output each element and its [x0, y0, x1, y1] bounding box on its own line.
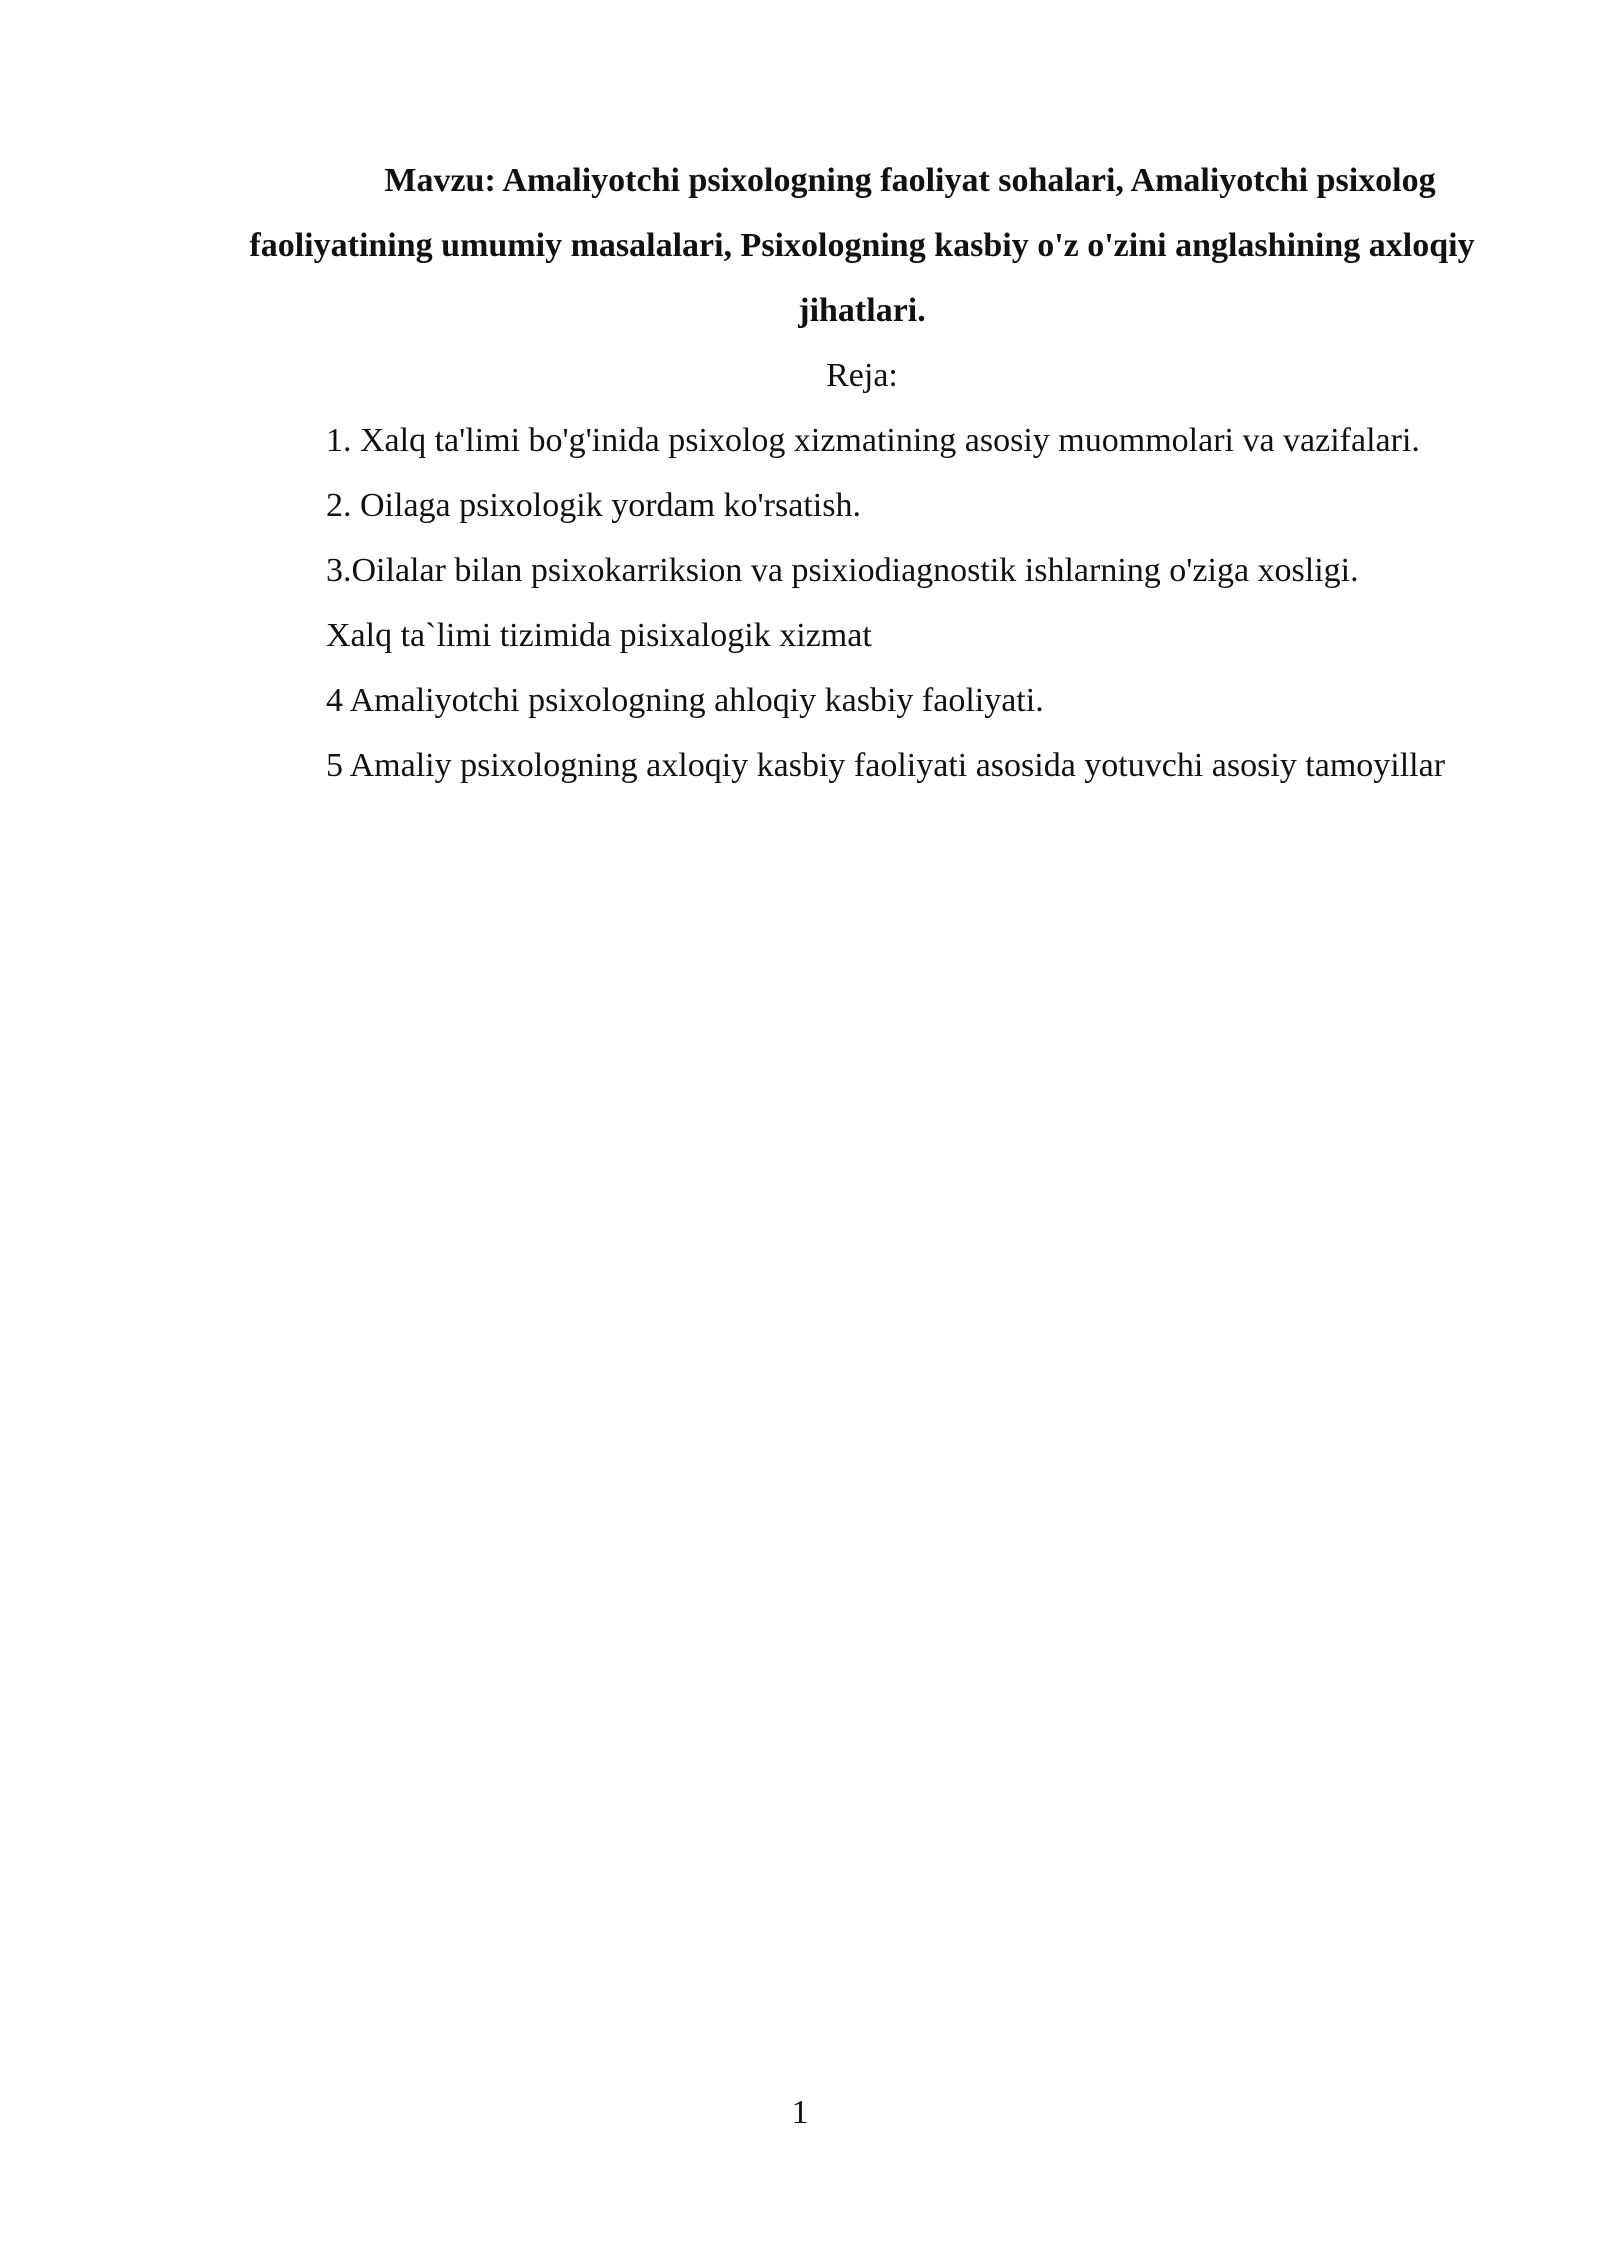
plan-item-5: 5 Amaliy psixologning axloqiy kasbiy faoliyati asosida yotuvchi asosiy tamoyillar [326, 747, 1446, 784]
document-title: Mavzu: Amaliyotchi psixologning faoliyat sohalari, Amaliyotchi psixolog faoliyatining umumiy masalalari, Psixologning kasbiy o'z o'zini anglashining axloqiy jihatlari. [249, 162, 1475, 329]
page-number: 1 [791, 2094, 809, 2131]
plan-item-4: 4 Amaliyotchi psixologning ahloqiy kasbiy faoliyati. [326, 682, 1044, 719]
plan-item-3-continuation: Xalq ta`limi tizimida pisixalogik xizmat [326, 617, 872, 654]
page-content [230, 148, 1494, 798]
plan-item-2: 2. Oilaga psixologik yordam ko'rsatish. [326, 487, 861, 524]
plan-item-3: 3.Oilalar bilan psixokarriksion va psixiodiagnostik ishlarning o'ziga xosligi. [326, 552, 1359, 589]
plan-heading: Reja: [826, 357, 898, 394]
plan-item-1: 1. Xalq ta'limi bo'g'inida psixolog xizmatining asosiy muommolari va vazifalari. [326, 422, 1420, 459]
